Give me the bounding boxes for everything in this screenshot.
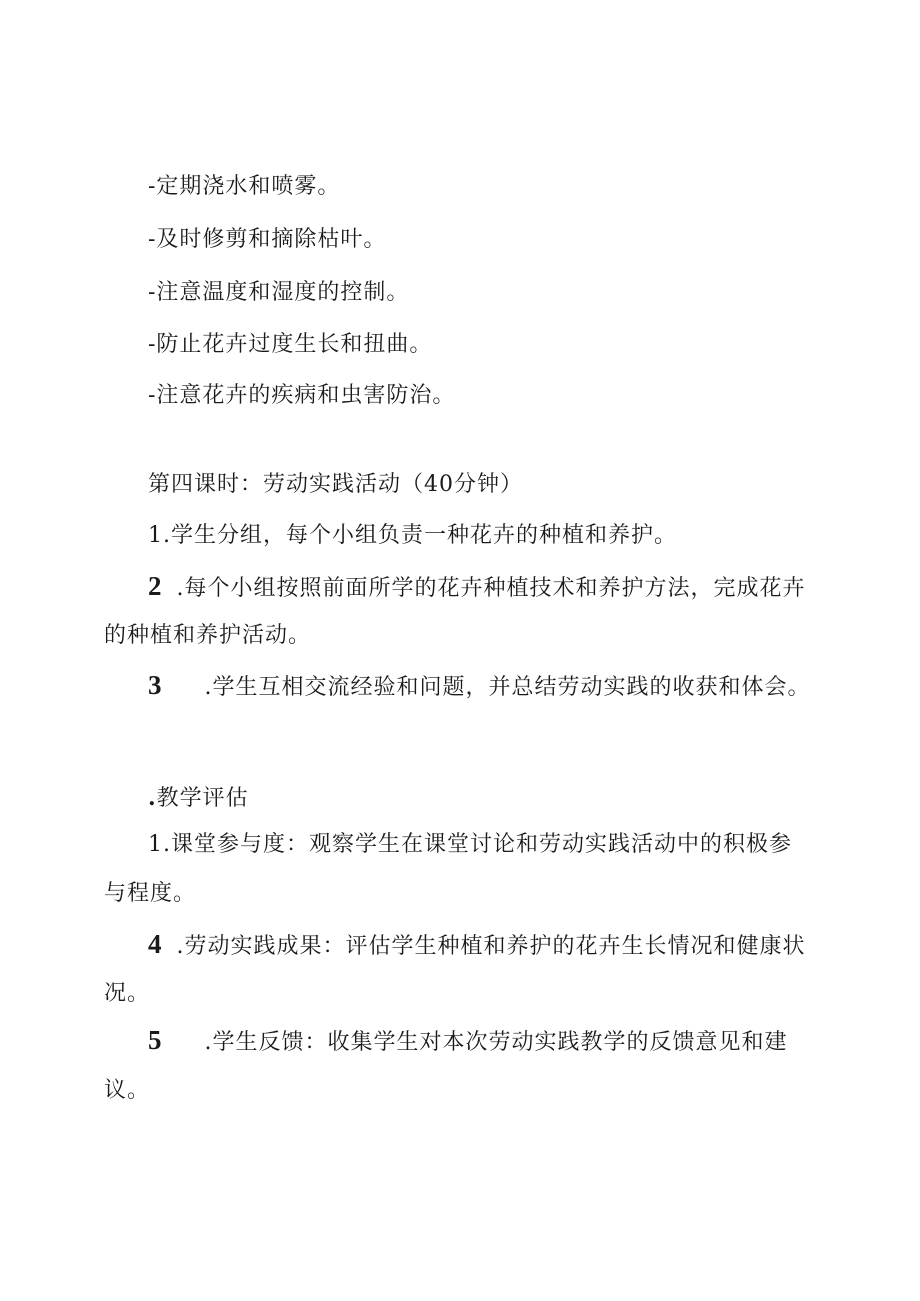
list-number: 5	[148, 1025, 163, 1055]
list-number: 4	[148, 929, 163, 959]
list-number: 3	[148, 670, 163, 700]
list-number: 2	[148, 571, 163, 601]
care-tip-4: -防止花卉过度生长和扭曲。	[148, 332, 433, 357]
evaluation-heading: .教学评估	[148, 785, 249, 811]
evaluation-item-1: 1.课堂参与度：观察学生在课堂讨论和劳动实践活动中的积极参	[148, 832, 792, 857]
evaluation-item-4	[148, 930, 806, 961]
lesson4-item-3	[148, 671, 811, 702]
evaluation-item-4-cont: 况。	[104, 981, 151, 1006]
lesson4-item-2	[148, 572, 806, 603]
evaluation-item-1-cont: 与程度。	[104, 881, 197, 906]
lesson4-item-2-text: .每个小组按照前面所学的花卉种植技术和养护方法，完成花卉	[176, 576, 806, 601]
care-tip-1: -定期浇水和喷雾。	[148, 174, 341, 199]
lesson4-item-2-cont: 的种植和养护活动。	[104, 623, 312, 648]
care-tip-3: -注意温度和湿度的控制。	[148, 280, 410, 305]
evaluation-item-5-cont: 议。	[104, 1078, 151, 1103]
lesson4-heading: 第四课时：劳动实践活动（40分钟）	[148, 472, 523, 497]
lesson4-item-3-text: .学生互相交流经验和问题，并总结劳动实践的收获和体会。	[204, 675, 811, 700]
care-tip-2: -及时修剪和摘除枯叶。	[148, 227, 387, 252]
evaluation-item-5-text: .学生反馈：收集学生对本次劳动实践教学的反馈意见和建	[204, 1030, 788, 1055]
care-tip-5: -注意花卉的疾病和虫害防治。	[148, 383, 456, 408]
evaluation-item-4-text: .劳动实践成果：评估学生种植和养护的花卉生长情况和健康状	[176, 934, 806, 959]
evaluation-item-5	[148, 1026, 788, 1057]
lesson4-item-1: 1.学生分组，每个小组负责一种花卉的种植和养护。	[148, 523, 677, 548]
